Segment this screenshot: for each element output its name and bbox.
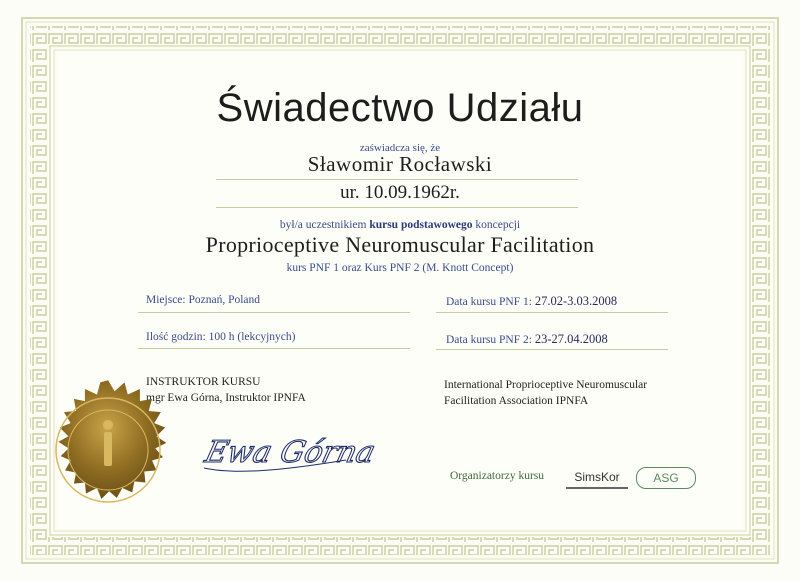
hours-label: Ilość godzin:	[146, 331, 206, 343]
participant-name: Sławomir Rocławski	[307, 152, 493, 176]
date1-field	[446, 294, 617, 309]
birth-date: ur. 10.09.1962r.	[340, 182, 460, 203]
place-underline	[138, 312, 410, 313]
asg-logo: ASG	[636, 467, 696, 489]
signature-text: Ewa Górna	[201, 435, 379, 470]
place-field	[146, 294, 260, 306]
hours-field	[146, 331, 295, 343]
association-block	[444, 377, 647, 409]
date1-underline	[436, 312, 668, 313]
participant-statement	[0, 219, 800, 231]
name-underline	[216, 179, 578, 180]
signature-icon	[196, 420, 379, 482]
date2-value: 23-27.04.2008	[534, 332, 608, 346]
certifies-text: zaświadcza się, że	[359, 142, 441, 154]
courses-description: kurs PNF 1 oraz Kurs PNF 2 (M. Knott Concept)	[286, 262, 514, 274]
place-label: Miejsce:	[146, 294, 186, 306]
hours-value: 100 h (lekcyjnych)	[208, 331, 296, 343]
birth-underline	[216, 207, 578, 208]
simskor-logo: SimsKor	[566, 467, 628, 489]
association-line-2: Facilitation Association IPNFA	[444, 395, 589, 407]
date1-label: Data kursu PNF 1:	[446, 296, 532, 308]
instructor-heading: INSTRUKTOR KURSU	[146, 376, 261, 388]
participant-course-type: kursu podstawowego	[369, 219, 473, 231]
certificate-title: Świadectwo Udziału	[216, 86, 584, 130]
hours-underline	[138, 348, 410, 349]
instructor-name: mgr Ewa Górna, Instruktor IPNFA	[146, 392, 306, 404]
concept-name: Proprioceptive Neuromuscular Facilitation	[205, 232, 595, 257]
participant-prefix: był/a uczestnikiem	[279, 219, 367, 231]
gold-seal-icon	[28, 370, 188, 530]
participant-suffix: koncepcji	[475, 219, 521, 231]
place-value: Poznań, Poland	[188, 294, 261, 306]
date2-field	[446, 332, 608, 347]
date2-underline	[436, 349, 668, 350]
organizers-label: Organizatorzy kursu	[450, 470, 544, 482]
association-line-1: International Proprioceptive Neuromuscular	[444, 379, 648, 391]
date1-value: 27.02-3.03.2008	[534, 294, 618, 308]
date2-label: Data kursu PNF 2:	[446, 334, 532, 346]
